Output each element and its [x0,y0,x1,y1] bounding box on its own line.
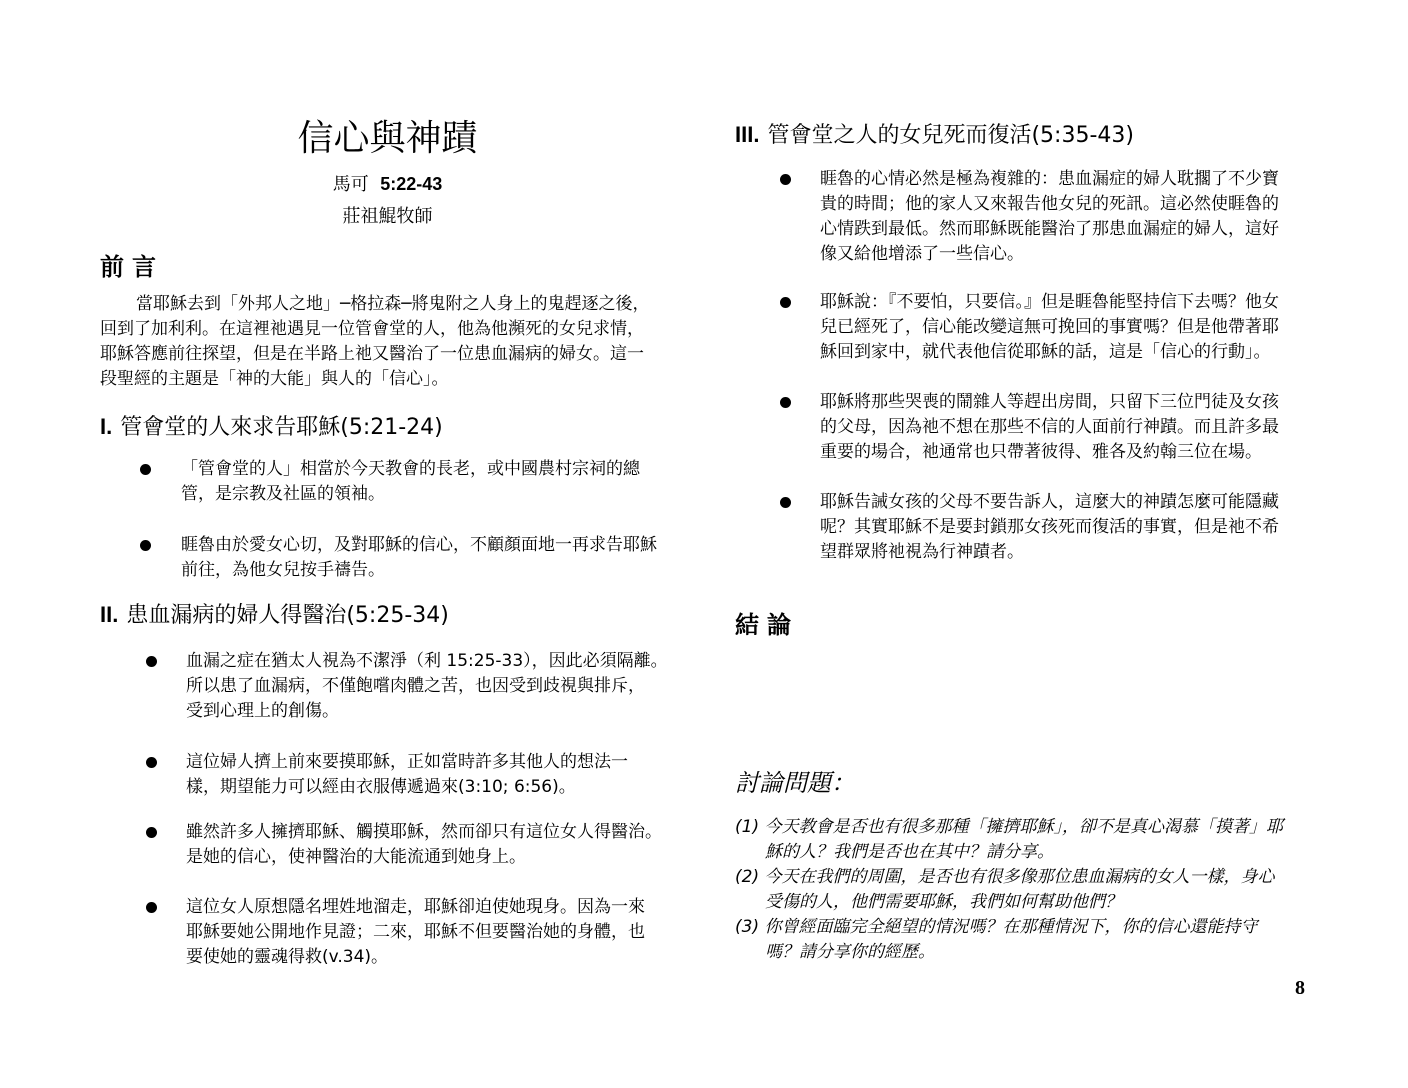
paragraph-line: 耶穌答應前往探望，但是在半路上祂又醫治了一位患血漏病的婦女。這一 [100,344,644,364]
bullet-text [820,490,1279,565]
bullet-line: 要使她的靈魂得救(v.34)。 [186,947,389,967]
bullet-line: 樣，期望能力可以經由衣服傳遞過來(3:10; 6:56)。 [186,777,576,797]
bullet-line: 前往，為他女兒按手禱告。 [181,560,385,580]
bullet-text [820,167,1279,267]
page-number: 8 [1295,977,1305,999]
page-title: 信心與神蹟 [297,118,478,159]
bullet-line: 睚魯的心情必然是極為複雜的：患血漏症的婦人耽擱了不少寶 [820,169,1279,189]
bullet-icon [146,757,157,768]
conclusion-heading: 結論 [735,611,799,639]
discussion-questions [735,815,1283,965]
paragraph-line: 當耶穌去到「外邦人之地」─格拉森─將鬼附之人身上的鬼趕逐之後， [136,294,650,314]
bullet-icon [780,174,791,185]
section-title: 患血漏病的婦人得醫治(5:25-34) [126,603,449,628]
bullet-text [186,649,668,724]
discussion-question [735,815,1283,865]
bullet-text [820,390,1279,465]
bullet-line: 受到心理上的創傷。 [186,701,339,721]
discussion-question [735,865,1283,915]
scripture-reference [0,170,775,196]
bullet-line: 望群眾將祂視為行神蹟者。 [820,542,1024,562]
bullet-line: 耶穌告誡女孩的父母不要告訴人，這麼大的神蹟怎麼可能隱藏 [820,492,1279,512]
bullet-line: 重要的場合，祂通常也只帶著彼得、雅各及約翰三位在場。 [820,442,1262,462]
section-number: I. [100,414,113,439]
bullet-text [186,750,628,800]
bullet-line: 穌回到家中，就代表他信從耶穌的話，這是「信心的行動」。 [820,342,1271,362]
bullet-icon [780,497,791,508]
bullet-line: 耶穌要她公開地作見證；二來，耶穌不但要醫治她的身體，也 [186,922,645,942]
bullet-line: 耶穌說：『不要怕，只要信。』但是睚魯能堅持信下去嗎？他女 [820,292,1279,312]
scripture-verses: 5:22-43 [380,174,443,194]
question-line: (3) 你曾經面臨完全絕望的情況嗎？在那種情況下，你的信心還能持守 [735,917,1258,937]
question-line: (2) 今天在我們的周圍，是否也有很多像那位患血漏病的女人一樣，身心 [735,867,1275,887]
section-number: III. [735,122,760,147]
discussion-heading: 討論問題： [735,769,855,797]
bullet-line: 兒已經死了，信心能改變這無可挽回的事實嗎？但是他帶著耶 [820,317,1279,337]
paragraph-line: 回到了加利利。在這裡祂遇見一位管會堂的人，他為他瀕死的女兒求情， [100,319,644,339]
intro-heading: 前言 [100,253,164,281]
intro-paragraph [100,292,649,392]
bullet-line: 所以患了血漏病，不僅飽嚐肉體之苦，也因受到歧視與排斥， [186,676,645,696]
bullet-line: 貴的時間；他的家人又來報告他女兒的死訊。這必然使睚魯的 [820,194,1279,214]
bullet-text [186,820,662,870]
question-line: 嗎？請分享你的經歷。 [765,942,935,962]
bullet-icon [146,656,157,667]
bullet-line: 血漏之症在猶太人視為不潔淨（利 15:25-33），因此必須隔離。 [186,651,668,671]
section-3-heading [735,118,1134,149]
author: 莊祖鯤牧師 [342,206,433,227]
bullet-line: 耶穌將那些哭喪的鬧雜人等趕出房間，只留下三位門徒及女孩 [820,392,1279,412]
bullet-line: 的父母，因為祂不想在那些不信的人面前行神蹟。而且許多最 [820,417,1279,437]
bullet-line: 這位婦人擠上前來要摸耶穌，正如當時許多其他人的想法一 [186,752,628,772]
bullet-text [181,533,657,583]
bullet-line: 呢？其實耶穌不是要封鎖那女孩死而復活的事實，但是祂不希 [820,517,1279,537]
section-title: 管會堂之人的女兒死而復活(5:35-43) [767,123,1134,148]
bullet-line: 心情跌到最低。然而耶穌既能醫治了那患血漏症的婦人，這好 [820,219,1279,239]
bullet-text [186,895,645,970]
section-2-heading [100,598,449,629]
question-line: 受傷的人，他們需要耶穌，我們如何幫助他們？ [765,892,1122,912]
bullet-icon [146,902,157,913]
question-line: (1) 今天教會是否也有很多那種「擁擠耶穌」，卻不是真心渴慕「摸著」耶 [735,817,1283,837]
paragraph-line: 段聖經的主題是「神的大能」與人的「信心」。 [100,369,449,389]
bullet-line: 雖然許多人擁擠耶穌、觸摸耶穌，然而卻只有這位女人得醫治。 [186,822,662,842]
section-1-heading [100,410,443,441]
bullet-line: 管，是宗教及社區的領袖。 [181,484,385,504]
bullet-icon [140,464,151,475]
bullet-line: 像又給他增添了一些信心。 [820,244,1024,264]
scripture-book: 馬可 [332,174,369,195]
section-number: II. [100,602,119,627]
bullet-text [181,457,640,507]
question-line: 穌的人？我們是否也在其中？請分享。 [765,842,1054,862]
bullet-line: 「管會堂的人」相當於今天教會的長老，或中國農村宗祠的總 [181,459,640,479]
bullet-line: 睚魯由於愛女心切，及對耶穌的信心，不顧顏面地一再求告耶穌 [181,535,657,555]
bullet-icon [146,827,157,838]
bullet-icon [780,397,791,408]
bullet-line: 這位女人原想隱名埋姓地溜走，耶穌卻迫使她現身。因為一來 [186,897,645,917]
bullet-line: 是她的信心，使神醫治的大能流通到她身上。 [186,847,526,867]
bullet-text [820,290,1279,365]
bullet-icon [140,540,151,551]
section-title: 管會堂的人來求告耶穌(5:21-24) [120,415,443,440]
bullet-icon [780,297,791,308]
discussion-question [735,915,1283,965]
